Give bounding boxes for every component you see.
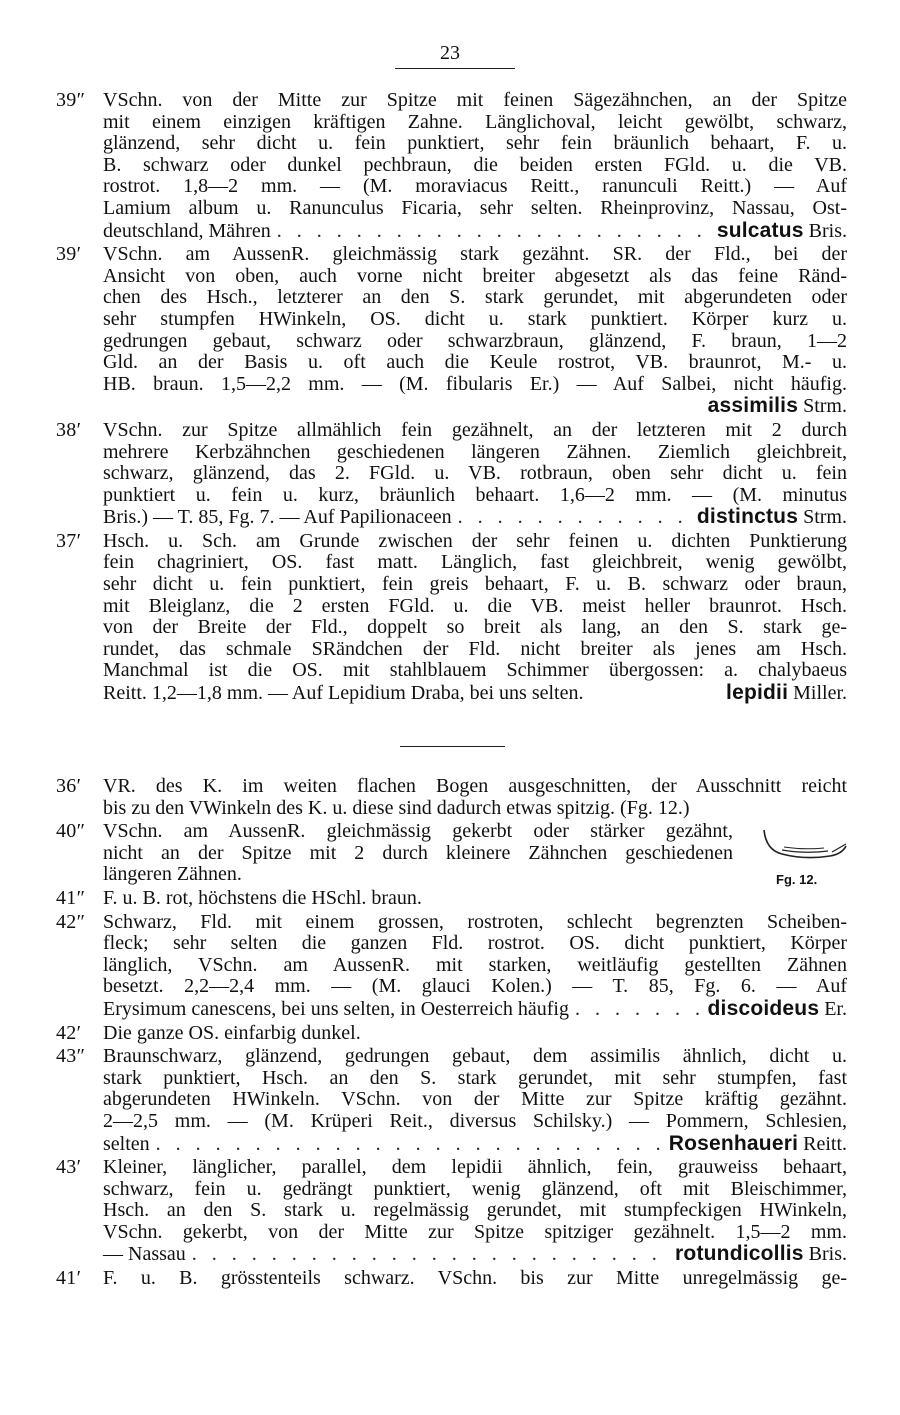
couplet-number: 37′ [56, 529, 82, 552]
text-line: fein chagriniert, OS. fast matt. Länglich, fast gleichbreit, wenig gewölbt, [103, 551, 847, 574]
species-line-text: deutschland, Mähren [103, 219, 271, 242]
key-section-upper [0, 90, 900, 707]
text-line: 2—2,5 mm. — (M. Krüperi Reit., diversus Schilsky.) — Pommern, Schlesien, [103, 1109, 847, 1132]
text-line: schwarz, glänzend, das 2. FGld. u. VB. rotbraun, oben sehr dicht u. fein [103, 462, 847, 485]
species-author: Strm. [803, 395, 847, 418]
text-line: F. u. B. rot, höchstens die HSchl. braun. [103, 886, 422, 909]
couplet-number: 39′ [56, 243, 82, 266]
couplet-number: 36′ [56, 775, 82, 797]
couplet-number: 39″ [56, 89, 86, 111]
text-line: sehr stumpfen HWinkeln, OS. dicht u. stark punktiert. Körper kurz u. [103, 307, 847, 330]
leader-dots [192, 1244, 669, 1266]
couplet-text [103, 1157, 847, 1266]
text-line: stark punktiert, Hsch. an den S. stark gerundet, mit sehr stumpfen, fast [103, 1066, 847, 1089]
species-line [103, 506, 847, 529]
text-line: fleck; sehr selten die ganzen Fld. rostrot. OS. dicht punktiert, Körper [103, 932, 847, 955]
text-line: rundet, das schmale SRändchen der Fld. nicht breiter als jenes am Hsch. [103, 637, 847, 660]
text-line: Hsch. u. Sch. am Grunde zwischen der sehr feinen u. dichten Punktierung [103, 529, 847, 552]
key-entry [0, 244, 900, 418]
key-entry [0, 531, 900, 705]
couplet-text [103, 1046, 847, 1155]
text-line: rostrot. 1,8—2 mm. — (M. moraviacus Reitt., ranunculi Reitt.) — Auf [103, 175, 847, 198]
text-line: Schwarz, Fld. mit einem grossen, rostroten, schlecht begrenzten Scheiben- [103, 910, 847, 933]
couplet-text [103, 420, 847, 529]
header-rule [395, 68, 515, 69]
species-line-text: Reitt. 1,2—1,8 mm. — Auf Lepidium Draba, bei uns selten. [103, 682, 584, 705]
text-line: länglich, VSchn. am AussenR. mit starken, weitläufig gestellten Zähnen [103, 953, 847, 976]
text-line: Gld. an der Basis u. oft auch die Keule rostrot, VB. braunrot, M.- u. [103, 351, 847, 374]
text-line: Braunschwarz, glänzend, gedrungen gebaut, dem assimilis ähnlich, dicht u. [103, 1045, 847, 1068]
text-line: von der Breite der Fld., doppelt so breit als lang, an den S. stark ge- [103, 616, 847, 639]
text-line: Die ganze OS. einfarbig dunkel. [103, 1021, 361, 1044]
couplet-number: 38′ [56, 418, 82, 441]
leader-dots [575, 999, 702, 1021]
species-author: Bris. [808, 1243, 847, 1266]
text-line: punktiert u. fein u. kurz, bräunlich behaart. 1,6—2 mm. — (M. minutus [103, 483, 847, 506]
couplet-number: 43″ [56, 1045, 86, 1068]
key-entry [0, 420, 900, 529]
key-entry [0, 912, 900, 1021]
species-author: Miller. [793, 682, 847, 705]
species-author: Reitt. [803, 1132, 847, 1155]
key-entry [0, 90, 900, 242]
species-line [103, 1133, 847, 1156]
species-line [103, 998, 847, 1021]
couplet-text [103, 244, 847, 418]
couplet-text [103, 776, 847, 819]
species-line-text: Bris.) — T. 85, Fg. 7. — Auf Papilionaceen [103, 506, 452, 529]
species-line [103, 1243, 847, 1266]
text-line: längeren Zähnen. [103, 863, 242, 886]
species-name: sulcatus [716, 218, 804, 242]
leader-dots [277, 221, 711, 243]
text-line: chen des Hsch., letzterer an den S. stark gerundet, mit abgerundeten oder [103, 286, 847, 309]
leader-dots [156, 1134, 663, 1156]
key-entry [0, 1046, 900, 1155]
couplet-text [103, 531, 847, 705]
species-author: Bris. [808, 219, 847, 242]
couplet-number: 41″ [56, 886, 86, 909]
text-line: Manchmal ist die OS. mit stahlblauem Schimmer übergossen: a. chalybaeus [103, 659, 847, 682]
species-name: assimilis [707, 394, 799, 418]
text-line: bis zu den VWinkeln des K. u. diese sind dadurch etwas spitzig. (Fg. 12.) [103, 796, 690, 819]
species-line [103, 682, 847, 705]
couplet-number: 43′ [56, 1156, 82, 1179]
species-line [103, 220, 847, 243]
species-name: rotundicollis [675, 1242, 804, 1266]
text-line: VR. des K. im weiten flachen Bogen ausgeschnitten, der Ausschnitt reicht [103, 775, 847, 797]
species-name: discoideus [707, 996, 820, 1020]
text-line: Ansicht von oben, auch vorne nicht breiter abgesetzt als das feine Ränd- [103, 264, 847, 287]
couplet-text [103, 1268, 847, 1290]
text-line: VSchn. zur Spitze allmählich fein gezähnelt, an der letzteren mit 2 durch [103, 418, 847, 441]
page-number: 23 [440, 42, 460, 64]
couplet-text [103, 888, 847, 910]
species-name: distinctus [696, 505, 799, 529]
text-line: Kleiner, länglicher, parallel, dem lepidii ähnlich, fein, grauweiss behaart, [103, 1156, 847, 1179]
text-line: sehr dicht u. fein punktiert, fein greis behaart, F. u. B. schwarz oder braun, [103, 573, 847, 596]
couplet-number: 41′ [56, 1267, 82, 1290]
text-line: Hsch. an den S. stark u. regelmässig gerundet, mit stumpfeckigen HWinkeln, [103, 1199, 847, 1222]
couplet-text [103, 90, 847, 242]
text-line: HB. braun. 1,5—2,2 mm. — (M. fibularis Er.) — Auf Salbei, nicht häufig. [103, 372, 847, 395]
couplet-number: 42′ [56, 1021, 82, 1044]
section-divider [400, 746, 505, 747]
text-line: schwarz, fein u. gedrängt punktiert, wenig glänzend, oft mit Bleischimmer, [103, 1177, 847, 1200]
species-name: lepidii [726, 681, 789, 705]
species-name: Rosenhaueri [668, 1131, 799, 1155]
species-author: Strm. [803, 506, 847, 529]
key-entry [0, 776, 900, 819]
species-line-text: selten [103, 1132, 150, 1155]
text-line: VSchn. gekerbt, von der Mitte zur Spitze spitziger gezähnelt. 1,5—2 mm. [103, 1220, 847, 1243]
text-line: F. u. B. grösstenteils schwarz. VSchn. bis zur Mitte unregelmässig ge- [103, 1267, 847, 1290]
key-entry [0, 1268, 900, 1290]
text-line: abgerundeten HWinkeln. VSchn. von der Mitte zur Spitze kräftig gezähnt. [103, 1088, 847, 1111]
text-line: VSchn. am AussenR. gleichmässig gekerbt oder stärker gezähnt, [103, 820, 733, 843]
leader-dots [458, 507, 691, 529]
couplet-number: 42″ [56, 910, 86, 933]
figure-label: Fg. 12. [776, 872, 818, 887]
text-line: besetzt. 2,2—2,4 mm. — (M. glauci Kolen.) — T. 85, Fg. 6. — Auf [103, 975, 847, 998]
key-entry [0, 1023, 900, 1045]
text-line: Lamium album u. Ranunculus Ficaria, sehr selten. Rheinprovinz, Nassau, Ost- [103, 196, 847, 219]
text-line: B. schwarz oder dunkel pechbraun, die beiden ersten FGld. u. die VB. [103, 153, 847, 176]
couplet-text [103, 912, 847, 1021]
couplet-number: 40″ [56, 820, 86, 843]
text-line: VSchn. von der Mitte zur Spitze mit feinen Sägezähnchen, an der Spitze [103, 89, 847, 111]
text-line: nicht an der Spitze mit 2 durch kleinere Zähnchen geschiedenen [103, 841, 733, 864]
text-line: mit einem einzigen kräftigen Zahne. Länglichoval, leicht gewölbt, schwarz, [103, 110, 847, 133]
species-author: Er. [824, 997, 847, 1020]
species-line-text: Erysimum canescens, bei uns selten, in Oesterreich häufig [103, 997, 569, 1020]
text-line: gedrungen gebaut, schwarz oder schwarzbraun, glänzend, F. braun, 1—2 [103, 329, 847, 352]
species-line [103, 395, 847, 418]
couplet-text [103, 821, 733, 886]
text-line: VSchn. am AussenR. gleichmässig stark gezähnt. SR. der Fld., bei der [103, 243, 847, 266]
text-line: mehrere Kerbzähnchen geschiedenen längeren Zähnen. Ziemlich gleichbreit, [103, 440, 847, 463]
text-line: mit Bleiglanz, die 2 ersten FGld. u. die VB. meist heller braunrot. Hsch. [103, 594, 847, 617]
couplet-text [103, 1023, 847, 1045]
text-line: glänzend, sehr dicht u. fein punktiert, sehr fein bräunlich behaart, F. u. [103, 132, 847, 155]
species-line-text: — Nassau [103, 1243, 186, 1266]
key-entry [0, 1157, 900, 1266]
